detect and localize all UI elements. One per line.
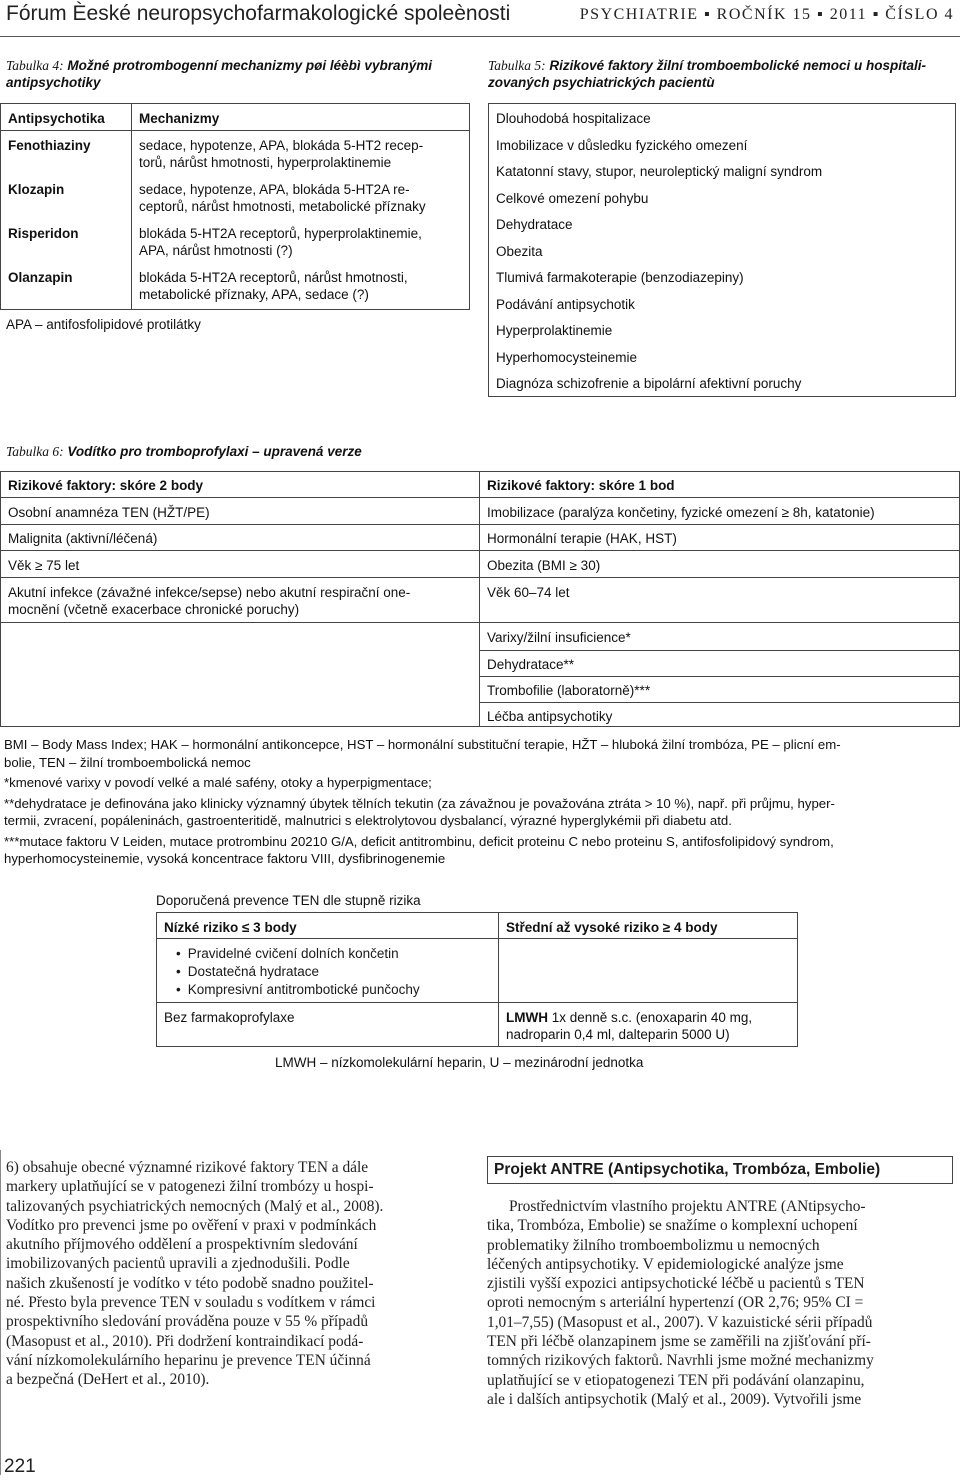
table6-left-header: Rizikové faktory: skóre 2 body: [8, 478, 204, 493]
table6-right-r1: Imobilizace (paralýza končetiny, fyzické omezení ≥ 8h, katatonie): [487, 505, 875, 520]
table6-rule: [479, 702, 960, 703]
body-line: léčených antipsychotiky. V epidemiologické analýze jsme: [487, 1255, 844, 1273]
side-rule: [0, 1150, 1, 1475]
table6-right-r8: Léčba antipsychotiky: [487, 709, 613, 724]
body-line: TEN při léčbě olanzapinem jsme se zaměřili na zjišťování pří-: [487, 1333, 871, 1351]
table6-title: Vodítko pro tromboprofylaxi – upravená verze: [67, 444, 362, 459]
table6-note2-line2: termii, zvracení, popáleninách, gastroenteritidě, malnutrici s elektrolytovou dysbalancí, výrazné hyperglykémii při diabetu atd.: [4, 813, 732, 828]
prevention-bullet: • Dostatečná hydratace: [176, 963, 420, 981]
body-line: talizovaných psychiatrických nemocných (Malý et al., 2008).: [6, 1197, 384, 1215]
body-line: markery uplatňující se v patogenezi žilní trombózy u hospi-: [6, 1178, 374, 1196]
table6-number: Tabulka 6:: [6, 444, 64, 459]
table4-caption: [6, 57, 476, 91]
table4-title-line1: Možné protrombogenní mechanizmy pøi léèbì vybranými: [67, 58, 432, 73]
body-line: problematiky žilního tromboembolizmu u nemocných: [487, 1236, 820, 1254]
risk-item: Obezita: [496, 243, 543, 259]
mech-line: sedace, hypotenze, APA, blokáda 5-HT2 recep-: [139, 138, 424, 153]
table6-note3-line2: hyperhomocysteinemie, vysoká koncentrace faktoru VIII, dysfibrinogenemie: [4, 851, 446, 866]
table6-right-r6: Dehydratace**: [487, 657, 575, 672]
body-line: Prostřednictvím vlastního projektu ANTRE (ANtipsycho-: [509, 1198, 866, 1215]
table6-col-divider: [479, 471, 480, 727]
prevention-lmwh: LMWH: [506, 1010, 548, 1025]
table6-caption: [6, 443, 946, 460]
body-left-column: [6, 1158, 466, 1390]
prevention-bullets: [176, 945, 420, 999]
table4-mech-fenothiaziny: [139, 137, 464, 171]
prevention-low-header: Nízké riziko ≤ 3 body: [164, 920, 297, 935]
body-line: tika, Trombóza, Embolie) se snažíme o komplexní uchopení: [487, 1217, 858, 1235]
table5-title-line1: Rizikové faktory žilní tromboembolické nemoci u hospitali-: [549, 58, 926, 73]
body-line: imobilizovaných pacientů upravili a zjednodušili. Podle: [6, 1255, 350, 1273]
prevention-title: Doporučená prevence TEN dle stupně rizika: [156, 893, 421, 908]
issue-journal: PSYCHIATRIE: [579, 6, 699, 23]
mech-line: blokáda 5-HT2A receptorů, nárůst hmotnosti,: [139, 270, 408, 285]
table4-col-divider: [131, 103, 132, 310]
table6-notes: [4, 736, 956, 868]
table6-left-r4-line2: mocnění (včetně exacerbace chronické poruchy): [8, 602, 300, 617]
table6-right-header: Rizikové faktory: skóre 1 bod: [487, 478, 675, 493]
prevention-high-drug-line2: nadroparin 0,4 ml, dalteparin 5000 U): [506, 1027, 730, 1042]
page-number: 221: [4, 1456, 36, 1477]
table6-left-r4: [8, 584, 473, 618]
table6-right-r7: Trombofilie (laboratorně)***: [487, 683, 651, 698]
header-rule: [0, 36, 960, 37]
body-line: našich zkušeností je vodítko v této podobě snadno použitel-: [6, 1274, 374, 1292]
table6-left-r3: Věk ≥ 75 let: [8, 558, 80, 573]
table6-rule: [0, 497, 960, 498]
table6-abbr-line2: bolie, TEN – žilní tromboembolická nemoc: [4, 754, 251, 770]
table6-right-r3: Obezita (BMI ≥ 30): [487, 558, 601, 573]
table5-title-line2: zovaných psychiatrických pacientù: [488, 75, 715, 90]
table4-drug-risperidon: Risperidon: [8, 226, 79, 241]
prevention-high-drug: [506, 1009, 794, 1043]
table6-note3-line1: ***mutace faktoru V Leiden, mutace protrombinu 20210 G/A, deficit antitrombinu, deficit proteinu C nebo proteinu S, antifosfolipidový syndrom,: [4, 833, 834, 849]
table5-list: [496, 110, 951, 402]
body-line: vání nízkomolekulárního heparinu je prevence TEN účinná: [6, 1351, 371, 1369]
mech-line: torů, nárůst hmotnosti, hyperprolaktinemie: [139, 155, 392, 170]
table6-rule: [0, 524, 960, 525]
risk-item: Dehydratace: [496, 217, 573, 232]
body-line: tomných rizikových faktorů. Navrhli jsme možné mechanizmy: [487, 1352, 874, 1370]
table4-number: Tabulka 4:: [6, 58, 64, 73]
table6-right-r4: Věk 60–74 let: [487, 585, 570, 600]
table6-rule: [479, 650, 960, 651]
mech-line: blokáda 5-HT2A receptorů, hyperprolaktinemie,: [139, 226, 422, 241]
prevention-bullet: • Kompresivní antitrombotické punčochy: [176, 981, 420, 999]
issue-volume: ROČNÍK 15: [716, 6, 812, 23]
body-line: né. Přesto byla prevence TEN v souladu s vodítkem v rámci: [6, 1294, 376, 1312]
risk-item: Celkové omezení pohybu: [496, 190, 649, 206]
table6-rule: [0, 622, 960, 623]
body-line: ale i dalších antipsychotik (Malý et al., 2009). Vytvořili jsme: [487, 1390, 862, 1408]
table5-caption: [488, 57, 956, 91]
body-line: akutního příjmového oddělení a prospektivním sledování: [6, 1236, 358, 1254]
table4-title-line2: antipsychotiky: [6, 75, 101, 90]
table4-drug-klozapin: Klozapin: [8, 182, 65, 197]
journal-title: Fórum Èeské neuropsychofarmakologické spoleènosti: [6, 2, 511, 25]
prevention-low-drug: Bez farmakoprofylaxe: [164, 1010, 295, 1025]
risk-item: Hyperprolaktinemie: [496, 323, 613, 338]
table4-mech-risperidon: [139, 225, 464, 259]
table6-left-r2: Malignita (aktivní/léčená): [8, 531, 158, 546]
table4-header-rule: [0, 130, 470, 131]
table6-rule: [0, 577, 960, 578]
table5-number: Tabulka 5:: [488, 58, 546, 73]
table4-drug-olanzapin: Olanzapin: [8, 270, 73, 285]
risk-item: Podávání antipsychotik: [496, 296, 635, 312]
mech-line: APA, nárůst hmotnosti (?): [139, 243, 293, 258]
risk-item: Dlouhodobá hospitalizace: [496, 111, 651, 126]
body-line: Vodítko pro prevenci jsme po ověření v praxi v podmínkách: [6, 1216, 377, 1234]
table4-col-antipsychotika: Antipsychotika: [8, 111, 105, 126]
table4-footnote: APA – antifosfolipidové protilátky: [6, 317, 201, 332]
risk-item: Diagnóza schizofrenie a bipolární afektivní poruchy: [496, 376, 802, 391]
table6-note1: *kmenové varixy v povodí velké a malé safény, otoky a hyperpigmentace;: [4, 775, 432, 790]
risk-item: Imobilizace v důsledku fyzického omezení: [496, 137, 748, 153]
body-line: 6) obsahuje obecné významné rizikové faktory TEN a dále: [6, 1159, 369, 1176]
table6-rule: [0, 550, 960, 551]
prevention-bullet: • Pravidelné cvičení dolních končetin: [176, 945, 420, 963]
table6-right-r2: Hormonální terapie (HAK, HST): [487, 531, 677, 546]
table6-rule: [479, 676, 960, 677]
prevention-high-drug-line1: 1x denně s.c. (enoxaparin 40 mg,: [547, 1010, 753, 1025]
risk-item: Katatonní stavy, stupor, neuroleptický maligní syndrom: [496, 164, 823, 179]
prevention-high-header: Střední až vysoké riziko ≥ 4 body: [506, 920, 718, 935]
table4-mech-olanzapin: [139, 269, 464, 303]
body-line: 1,01–7,55) (Masopust et al., 2007). V kazuistické sérii případů: [487, 1313, 873, 1331]
mech-line: sedace, hypotenze, APA, blokáda 5-HT2A re-: [139, 182, 410, 197]
mech-line: metabolické příznaky, APA, sedace (?): [139, 287, 369, 302]
body-line: a bezpečná (DeHert et al., 2010).: [6, 1371, 210, 1389]
mech-line: ceptorů, nárůst hmotnosti, metabolické příznaky: [139, 199, 426, 214]
body-line: zjistili vyšší expozici antipsychotické léčbě u pacientů s TEN: [487, 1275, 865, 1293]
risk-item: Tlumivá farmakoterapie (benzodiazepiny): [496, 270, 744, 285]
issue-info: PSYCHIATRIE ▪ ROČNÍK 15 ▪ 2011 ▪ ČÍSLO 4: [579, 6, 954, 23]
table6-left-r1: Osobní anamnéza TEN (HŽT/PE): [8, 505, 210, 520]
project-heading: Projekt ANTRE (Antipsychotika, Trombóza, Embolie): [487, 1156, 953, 1184]
table6-left-r4-line1: Akutní infekce (závažné infekce/sepse) nebo akutní respirační one-: [8, 585, 411, 600]
body-line: (Masopust et al., 2010). Při dodržení kontraindikací podá-: [6, 1332, 364, 1350]
body-line: oproti nemocným s arteriální hypertenzí (OR 2,76; 95% CI =: [487, 1294, 864, 1312]
prevention-rule: [156, 938, 798, 939]
body-line: prospektivního sledování prováděna pouze v 55 % případů: [6, 1313, 369, 1331]
table4-drug-fenothiaziny: Fenothiaziny: [8, 138, 91, 153]
prevention-col-divider: [498, 912, 499, 1047]
table6-note2-line1: **dehydratace je definována jako klinicky významný úbytek tělních tekutin (za závažnou je považována ztráta > 10 %), např. při průjmu, hyper-: [4, 795, 835, 811]
risk-item: Hyperhomocysteinemie: [496, 349, 638, 365]
table4-mech-klozapin: [139, 181, 464, 215]
issue-number: ČÍSLO 4: [885, 6, 954, 23]
table6-right-r5: Varixy/žilní insuficience*: [487, 630, 631, 645]
body-line: uplatňující se v etiopatogenezi TEN při podávání olanzapinu,: [487, 1371, 865, 1389]
prevention-rule: [156, 1002, 798, 1003]
issue-year: 2011: [829, 6, 868, 23]
prevention-footnote: LMWH – nízkomolekulární heparin, U – mezinárodní jednotka: [275, 1055, 644, 1070]
table4-col-mechanizmy: Mechanizmy: [139, 111, 220, 126]
body-right-column: [487, 1197, 953, 1409]
table6-abbr-line1: BMI – Body Mass Index; HAK – hormonální antikoncepce, HST – hormonální substituční terapie, HŽT – hluboká žilní trombóza, PE – plicní em-: [4, 737, 841, 752]
